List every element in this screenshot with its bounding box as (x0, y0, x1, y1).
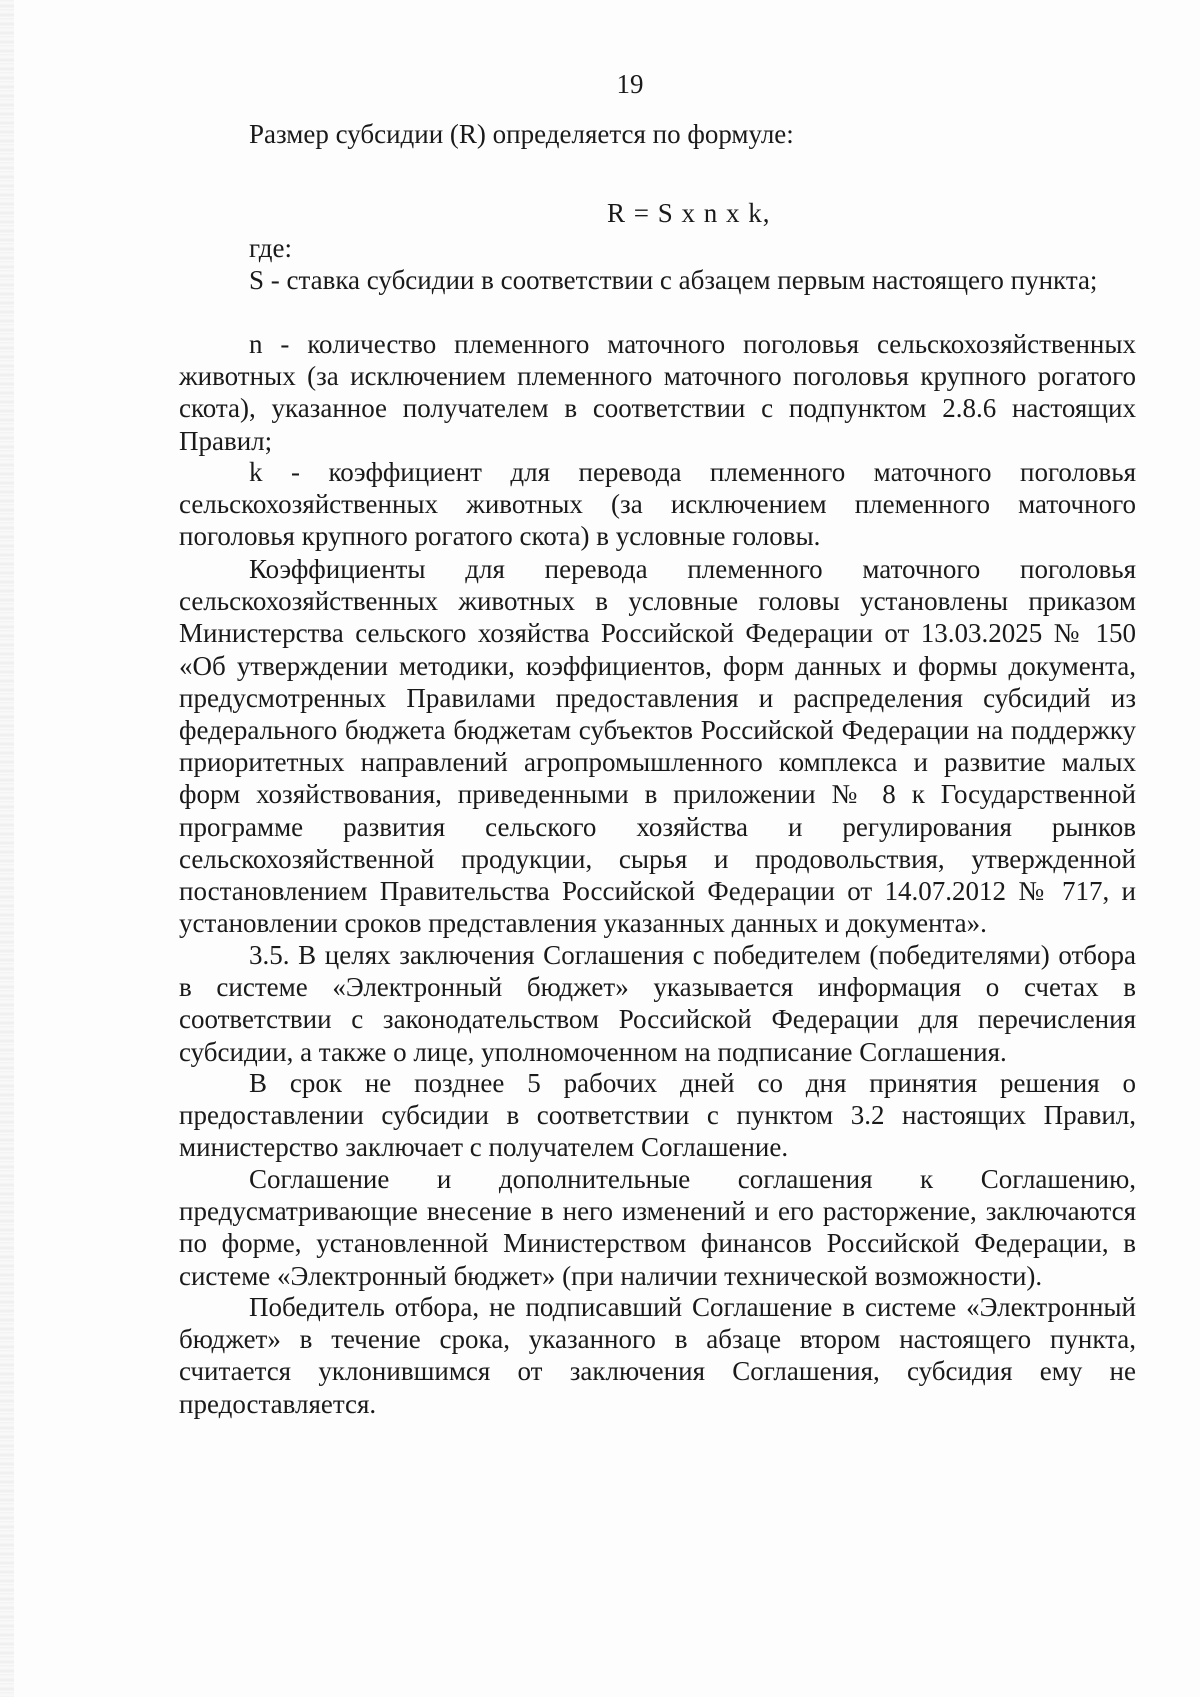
coefficients-paragraph: Коэффициенты для перевода племенного маточного поголовья сельскохозяйственных животных в условные головы установлены приказом Министерства сельского хозяйства Российской Федерации от 13.03.2025 № 150 «Об утверждении методики, коэффициентов, форм данных и формы документа, предусмотренных Правилами предоставления и распределения субсидий из федерального бюджета бюджетам субъектов Российской Федерации на поддержку приоритетных направлений агропромышленного комплекса и развитие малых форм хозяйствования, приведенными в приложении № 8 к Государственной программе развития сельского хозяйства и регулирования рынков сельскохозяйственной продукции, сырья и продовольствия, утвержденной постановлением Правительства Российской Федерации от 14.07.2012 № 717, и установлении сроков представления указанных данных и документа». (179, 554, 1136, 939)
formula: R = S x n x k, (607, 198, 771, 228)
page-number: 19 (616, 69, 644, 99)
evasion-paragraph: Победитель отбора, не подписавший Соглашение в системе «Электронный бюджет» в течение срока, указанного в абзаце втором настоящего пункта, считается уклонившимся от заключения Соглашения, субсидия ему не предоставляется. (179, 1292, 1136, 1419)
agreement-form-paragraph: Соглашение и дополнительные соглашения к Соглашению, предусматривающие внесение в него изменений и его расторжение, заключаются по форме, установленной Министерством финансов Российской Федерации, в системе «Электронный бюджет» (при наличии технической возможности). (179, 1164, 1136, 1291)
scan-edge (0, 0, 14, 1697)
clause-3-5-paragraph: 3.5. В целях заключения Соглашения с победителем (победителями) отбора в системе «Электронный бюджет» указывается информация о счетах в соответствии с законодательством Российской Федерации для перечисления субсидии, а также о лице, уполномоченном на подписание Соглашения. (179, 940, 1136, 1067)
deadline-paragraph: В срок не позднее 5 рабочих дней со дня принятия решения о предоставлении субсидии в соответствии с пунктом 3.2 настоящих Правил, министерство заключает с получателем Соглашение. (179, 1068, 1136, 1163)
definition-s: S - ставка субсидии в соответствии с абзацем первым настоящего пункта; (249, 265, 1098, 295)
formula-intro: Размер субсидии (R) определяется по формуле: (249, 119, 794, 149)
definition-k: k - коэффициент для перевода племенного маточного поголовья сельскохозяйственных животных (за исключением племенного маточного поголовья крупного рогатого скота) в условные головы. (179, 457, 1136, 552)
where-label: где: (249, 233, 292, 263)
definition-n: n - количество племенного маточного поголовья сельскохозяйственных животных (за исключением племенного маточного поголовья крупного рогатого скота), указанное получателем в соответствии с подпунктом 2.8.6 настоящих Правил; (179, 329, 1136, 456)
